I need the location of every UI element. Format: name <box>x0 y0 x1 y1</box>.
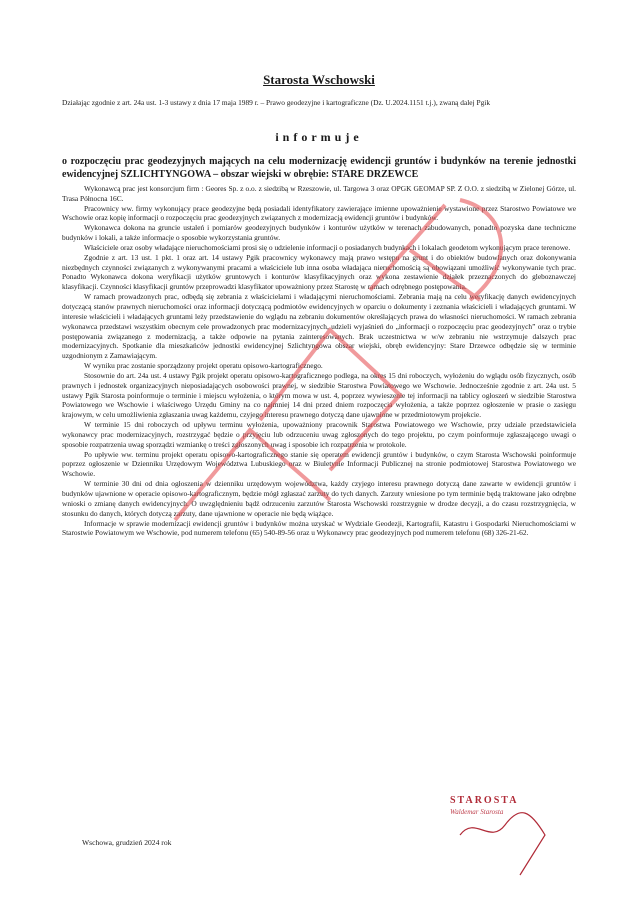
paragraph: Po upływie ww. terminu projekt operatu opisowo-kartograficznego stanie się operatem ewidencji gruntów i budynków, o czym Starosta Wschowski poinformuje poprzez ogłoszenie w Dzienniku Urzędowym Województwa Lubuskiego oraz w Biuletynie Informacji Publicznej na stronie podmiotowej Starostwa Powiatowego we Wschowie. <box>62 449 576 479</box>
paragraph: Zgodnie z art. 13 ust. 1 pkt. 1 oraz art. 14 ustawy Pgik pracownicy wykonawcy mają prawo wstępu na grunt i do obiektów budowlanych oraz dokonywania niezbędnych czynności związanych z wykonywanymi pracami a właściciele lub inna osoba władająca nieruchomością są obowiązani umożliwić wykonywanie tych prac. Ponadto Wykonawca dokona weryfikacji użytków gruntowych i konturów klasyfikacyjnych oraz wykona zestawienie działek przeznaczonych do gleboznawczej klasyfikacji. Czynności klasyfikacji gruntów przeprowadzi klasyfikator upoważniony przez Starostę w ramach odrębnego postępowania. <box>62 252 576 292</box>
paragraph: W wyniku prac zostanie sporządzony projekt operatu opisowo-kartograficznego. <box>84 361 323 371</box>
informuje-heading: informuje <box>275 129 363 144</box>
document-title: Starosta Wschowski <box>263 72 375 87</box>
signature-mark <box>450 805 560 885</box>
paragraph: Informacje w sprawie modernizacji ewidencji gruntów i budynków można uzyskać w Wydziale Geodezji, Kartografii, Katastru i Gospodarki Nieruchomościami w Starostwie Powiatowym we Wschowie, pod numerem telefonu (65) 540-89-56 oraz u Wykonawcy prac geodezyjnych pod numerem telefonu (68) 326-21-62. <box>62 518 576 538</box>
stamp-title: STAROSTA <box>450 795 519 806</box>
paragraph: Właściciele oraz osoby władające nieruchomościami prosi się o udzielenie informacji o posiadanych budynkach i lokalach geodetom wykonującym prace terenowe. <box>84 242 571 252</box>
paragraph: W ramach prowadzonych prac, odbędą się zebrania z właścicielami i władającymi nieruchomościami. Zebrania mają na celu weryfikację danych ewidencyjnych dotyczącą stanów prawnych nieruchomości oraz informacji dotyczącą podmiotów ewidencyjnych w oparciu o dokumenty i zeznania właścicieli i władających gruntami. W interesie właścicieli i władających gruntami leży przedstawienie do wglądu na zebraniu dokumentów określających prawa do własności nieruchomości. W ramach zebrania wykonawca przedstawi wszystkim obecnym cele prowadzonych prac modernizacyjnych, udzieli wyjaśnień do „informacji o rozpoczęciu prac geodezyjnych” oraz o trybie postępowania związanego z modernizacją, a także odpowie na pytania zainteresowanych. Brak uczestnictwa w w/w zebraniu nie wstrzymuje dalszych prac modernizacyjnych. Spotkanie dla mieszkańców jednostki ewidencyjnej Szlichtyngowa obszar wiejski, obręb ewidencyjny: Stare Drzewce odbędzie się w terminie uzgodnionym z Zamawiającym. <box>62 292 576 361</box>
paragraph: W terminie 30 dni od dnia ogłoszenia w dzienniku urzędowym województwa, każdy czyjego interesu prawnego dotyczą dane zawarte w ewidencji gruntów i budynków ujawnione w operacie opisowo-kartograficznym, będzie mógł zgłaszać zarzuty do tych danych. Zarzuty wniesione po tym terminie będą traktowane jako odrębne wnioski o zmianę danych ewidencyjnych. O uwzględnieniu bądź odrzuceniu zarzutów Starosta Wschowski rozstrzygnie w drodze decyzji, a do czasu rozstrzygnięcia, w stosunku do danych, których dotyczą zarzuty, dane ujawnione w operacie nie będą wiążące. <box>62 479 576 518</box>
legal-basis-text: Działając zgodnie z art. 24a ust. 1-3 ustawy z dnia 17 maja 1989 r. – Prawo geodezyjne i kartograficzne (Dz. U.2024.1151 t.j.), zwaną dalej Pgik <box>62 98 491 107</box>
notice-subject: o rozpoczęciu prac geodezyjnych mających na celu modernizację ewidencji gruntów i budynków na terenie jednostki ewidencyjnej SZLICHTYNGOWA – obszar wiejski w obrębie: STARE DRZEWCE <box>62 155 576 180</box>
paragraph: Stosownie do art. 24a ust. 4 ustawy Pgik projekt operatu opisowo-kartograficznego podlega, na okres 15 dni roboczych, wyłożeniu do wglądu osób fizycznych, osób prawnych i jednostek organizacyjnych nieposiadających osobowości prawnej, w siedzibie Starostwa Powiatowego we Wschowie. Jednocześnie zgodnie z art. 24a ust. 5 ustawy Pgik Starosta poinformuje o terminie i miejscu wyłożenia, o którym mowa w ust. 4, poprzez wywieszenie tej informacji na tablicy ogłoszeń w siedzibie Starostwa Powiatowego we Wschowie i właściwego Urzędu Gminy na co najmniej 14 dni przed dniem rozpoczęcia wyłożenia, a także poprzez ogłoszenie w prasie o zasięgu krajowym, w celu umożliwienia zgłaszania uwag każdemu, czyjego interesu prawnego dotyczą dane ujawnione w przedmiotowym projekcie. <box>62 370 576 420</box>
official-stamp <box>450 795 560 816</box>
paragraph: Wykonawcą prac jest konsorcjum firm : Geores Sp. z o.o. z siedzibą w Rzeszowie, ul. Targowa 3 oraz OPGK GEOMAP SP. Z O.O. z siedzibą w Zielonej Górze, ul. Trasa Północna 16C. <box>62 183 576 203</box>
paragraph: W terminie 15 dni roboczych od upływu terminu wyłożenia, upoważniony pracownik Starostwa Powiatowego we Wschowie, przy udziale przedstawiciela wykonawcy prac modernizacyjnych, rozstrzygać będzie o przyjęciu lub odrzuceniu uwag zgłoszonych do tego projektu, po czym poinformuje zgłaszającego uwagi o sposobie rozpatrzenia uwag sporządzi wzmiankę o treści zgłoszonych uwag i sposobie ich rozpatrzenia w protokole. <box>62 420 576 449</box>
place-date: Wschowa, grudzień 2024 rok <box>82 838 172 847</box>
paragraph: Pracownicy ww. firmy wykonujący prace geodezyjne będą posiadali identyfikatory zawierające imienne upoważnienie wystawione przez Starostwo Powiatowe we Wschowie oraz kopię informacji o rozpoczęciu prac geodezyjnych związanych z modernizacją ewidencji gruntów i budynków. <box>62 203 576 223</box>
stamp-name: Waldemar Starosta <box>450 808 504 816</box>
paragraph: Wykonawca dokona na gruncie ustaleń i pomiarów geodezyjnych budynków i konturów użytków w terenach zabudowanych, ponadto pozyska dane techniczne budynków i lokali, a także informacje o sposobie wykorzystania gruntów. <box>62 223 576 243</box>
document-body <box>62 72 576 538</box>
